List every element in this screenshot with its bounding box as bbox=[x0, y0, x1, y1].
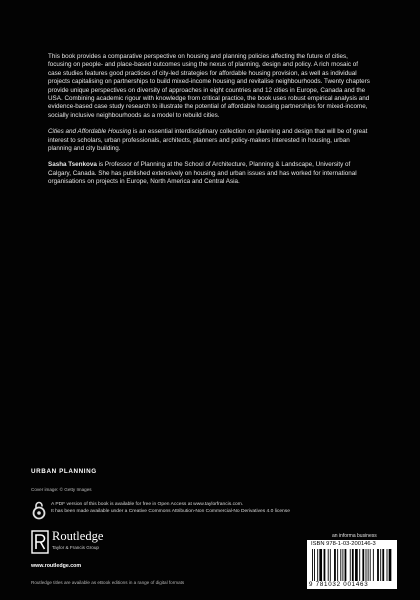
author-name: Sasha Tsenkova bbox=[48, 161, 97, 169]
open-access-line-2: It has been made available under a Creative Commons Attribution-Non Commercial-No Derivatives 4.0 license bbox=[51, 508, 290, 514]
subject-category: URBAN PLANNING bbox=[31, 468, 97, 475]
routledge-logo-icon bbox=[31, 530, 49, 554]
publisher-website[interactable]: www.routledge.com bbox=[31, 563, 82, 569]
informa-tagline: an informa business bbox=[332, 533, 377, 539]
ebook-availability-note: Routledge titles are available as eBook editions in a range of digital formats bbox=[31, 580, 185, 585]
author-bio-paragraph bbox=[48, 161, 370, 186]
barcode bbox=[312, 549, 392, 581]
cover-image-credit: Cover image: © Getty Images bbox=[31, 487, 92, 492]
audience-paragraph bbox=[48, 128, 370, 153]
audience-text: is an essential interdisciplinary collection on planning and design that will be of great interest to scholars, urban professionals, architects, planners and policy-makers interested in housing, urban planning and city building. bbox=[48, 128, 368, 153]
open-access-notice bbox=[51, 502, 381, 515]
publisher-group: Taylor & Francis Group bbox=[52, 545, 99, 550]
barcode-digits: 9 781032 001463 bbox=[309, 581, 369, 588]
author-bio-text: is Professor of Planning at the School of Architecture, Planning & Landscape, University of Calgary, Canada. She has published extensively on housing and urban issues and has worked for international organisations on projects in Europe, North America and Central Asia. bbox=[48, 161, 357, 186]
book-title-italic: Cities and Affordable Housing bbox=[48, 128, 132, 136]
isbn-number: ISBN 978-1-03-200146-3 bbox=[311, 541, 376, 547]
back-cover-blurb bbox=[48, 53, 370, 195]
barcode-panel bbox=[307, 540, 397, 589]
publisher-name: Routledge bbox=[52, 529, 104, 543]
open-access-line-1: A PDF version of this book is available for free in Open Access at www.taylorfrancis.com. bbox=[51, 502, 244, 507]
open-access-icon bbox=[31, 500, 47, 520]
description-paragraph: This book provides a comparative perspective on housing and planning policies affecting the future of cities, focusing on people- and place-based outcomes using the nexus of planning, design and policy. A rich mosaic of case studies features good practices of city-led strategies for affordable housing provision, as well as individual projects capitalising on partnerships to build mixed-income housing and revitalise neighbourhoods. Twenty chapters provide unique perspectives on diversity of approaches in eight countries and 12 cities in Europe, Canada and the USA. Combining academic rigour with knowledge from critical practice, the book uses robust empirical analysis and evidence-based case study research to illustrate the potential of affordable housing partnerships for mixed-income, socially inclusive neighbourhoods as a model to rebuild cities. bbox=[48, 53, 370, 119]
